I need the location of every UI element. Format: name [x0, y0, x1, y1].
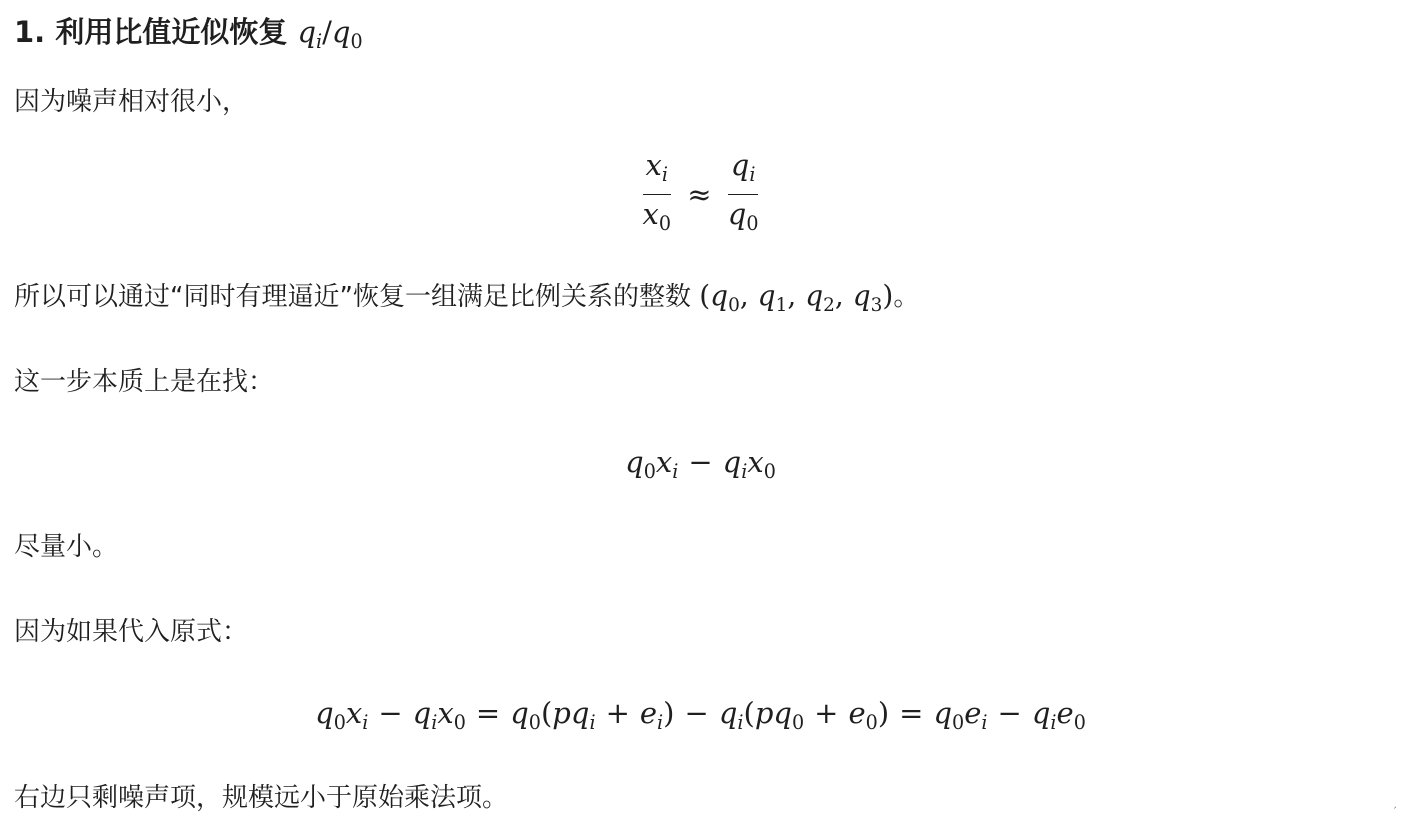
document-page	[14, 0, 1387, 819]
paragraph-noise-remains: 右边只剩噪声项，规模远小于原始乘法项。	[14, 783, 509, 813]
corner-mark: ˊ	[1392, 807, 1397, 817]
paragraph-substitute: 因为如果代入原式：	[14, 617, 249, 647]
heading-number: 1.	[14, 15, 46, 49]
heading-text: 利用比值近似恢复	[55, 15, 288, 49]
paragraph-essence: 这一步本质上是在找：	[14, 367, 275, 397]
section-heading	[14, 10, 363, 64]
paragraph-as-small-as-possible: 尽量小。	[14, 532, 119, 562]
heading-formula: $q_i/q_0$	[297, 15, 363, 54]
paragraph-noise-small: 因为噪声相对很小，	[14, 87, 249, 117]
fraction-q: $\frac{q_i}{q_0}$	[727, 148, 759, 236]
inline-tuple-q: ($q_0$, $q_1$, $q_2$, $q_3$)	[699, 279, 894, 316]
paragraph-rational-approximation: 所以可以通过“同时有理逼近”恢复一组满足比例关系的整数 ($q_0$, $q_1$, $q_2$, $q_3$)。	[14, 279, 920, 316]
approx-symbol: ≈	[687, 177, 712, 212]
equation-substitution: $q_0x_i - q_ix_0 = q_0(pq_i + e_i) - q_i(pq_0 + e_0) = q_0e_i - q_ie_0$	[315, 696, 1086, 735]
fraction-x: $\frac{x_i}{x_0}$	[642, 148, 672, 236]
equation-cross-difference: $q_0x_i - q_ix_0$	[625, 445, 776, 484]
equation-ratio-approx	[14, 150, 1387, 239]
